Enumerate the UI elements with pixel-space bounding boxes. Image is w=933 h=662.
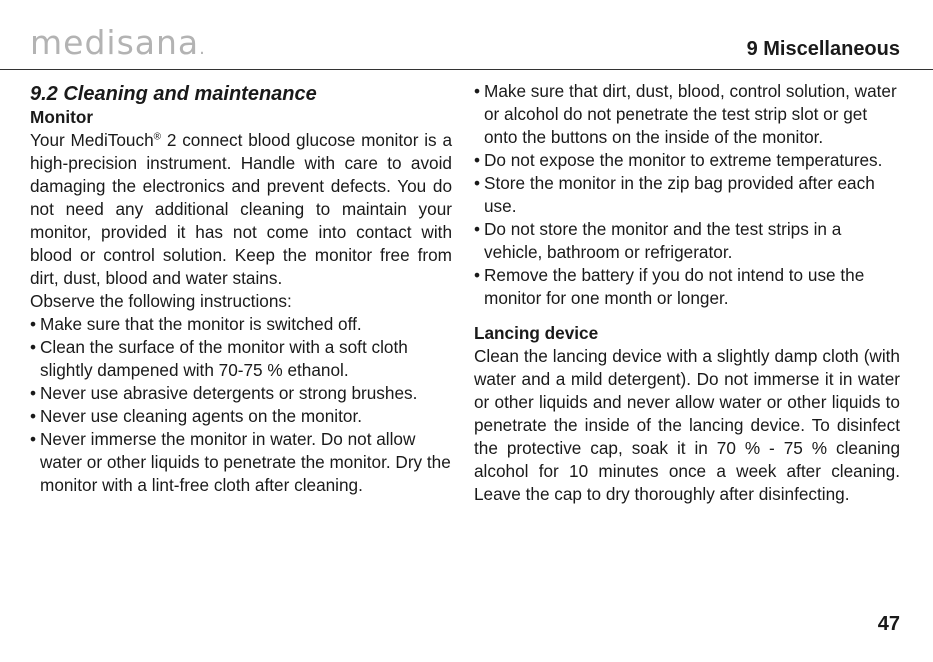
monitor-care-list (474, 80, 900, 310)
intro-brand: Your MediTouch (30, 130, 154, 150)
right-column (474, 80, 900, 506)
list-item: • Make sure that the monitor is switched off. (30, 313, 452, 336)
list-item: • Store the monitor in the zip bag provided after each use. (474, 172, 900, 218)
logo-mark: . (199, 38, 206, 59)
monitor-intro-paragraph (30, 129, 452, 290)
section-title: 9.2 Cleaning and maintenance (30, 83, 317, 105)
lancing-heading: Lancing device (474, 323, 599, 343)
header-divider (0, 69, 933, 70)
lancing-paragraph: Clean the lancing device with a slightly damp cloth (with water and a mild detergent). Do not immerse it in water or other liquids and never allow water or other liquids to penetrate the inside of the lancing device. To disinfect the protective cap, soak it in 70 % - 75 % cleaning alcohol for 10 minutes once a week after cleaning. Leave the cap to dry thoroughly after disinfecting. (474, 346, 900, 504)
brand-logo (30, 23, 206, 62)
list-item: • Remove the battery if you do not intend to use the monitor for one month or longer. (474, 264, 900, 310)
list-item: • Never use abrasive detergents or strong brushes. (30, 382, 452, 405)
chapter-heading: 9 Miscellaneous (746, 38, 900, 60)
spacer (474, 310, 900, 322)
list-item: • Do not store the monitor and the test strips in a vehicle, bathroom or refrigerator. (474, 218, 900, 264)
intro-text: 2 connect blood glucose monitor is a high-precision instrument. Handle with care to avoid damaging the electronics and prevent defects. You do not need any additional cleaning to maintain your monitor, provided it has not come into contact with blood or control solution. Keep the monitor free from dirt, dust, blood and water stains. (30, 130, 452, 288)
logo-text: medisana (30, 23, 200, 62)
list-item: • Make sure that dirt, dust, blood, control solution, water or alcohol do not penetrate the test strip slot or get onto the buttons on the inside of the monitor. (474, 80, 900, 149)
monitor-cleaning-list (30, 313, 452, 497)
left-column (30, 80, 452, 497)
list-item: • Never use cleaning agents on the monitor. (30, 405, 452, 428)
list-item: • Clean the surface of the monitor with a soft cloth slightly dampened with 70-75 % ethanol. (30, 336, 452, 382)
list-item: • Never immerse the monitor in water. Do not allow water or other liquids to penetrate the monitor. Dry the monitor with a lint-free cloth after cleaning. (30, 428, 452, 497)
registered-mark: ® (153, 131, 162, 143)
monitor-heading: Monitor (30, 107, 94, 127)
observe-instructions: Observe the following instructions: (30, 291, 292, 311)
page-number: 47 (877, 613, 900, 635)
list-item: • Do not expose the monitor to extreme temperatures. (474, 149, 900, 172)
